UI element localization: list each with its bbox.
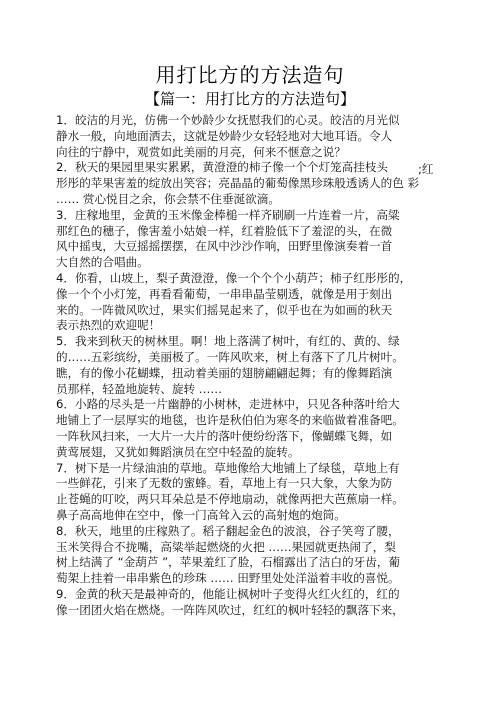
paragraph-line: 来的。一阵微风吹过，果实们摇晃起来了，似乎也在为如画的秋天 — [56, 302, 393, 317]
paragraph-line: 黄莺展翅，又犹如舞蹈演员在空中轻盈的旋转。 — [56, 444, 300, 459]
paragraph-line: 5．我来到秋天的树林里。啊！地上落满了树叶，有红的、黄的、绿 — [56, 334, 400, 349]
document-body — [56, 113, 444, 619]
document-subtitle: 【篇一：用打比方的方法造句】 — [144, 90, 355, 108]
paragraph — [56, 461, 444, 524]
paragraph — [56, 160, 444, 207]
paragraph-line: 7．树下是一片绿油油的草地。草地像给大地铺上了绿毯，草地上有 — [56, 460, 400, 475]
paragraph-line: 4．你看，山坡上，梨子黄澄澄，像一个个个小葫芦；柿子红彤彤的， — [56, 270, 412, 285]
paragraph — [56, 113, 444, 160]
paragraph-line: 1．皎洁的月光，仿佛一个妙龄少女抚慰我们的心灵。皎洁的月光似 — [56, 113, 400, 127]
paragraph-line: 风中摇曳，大豆摇摇摆摆，在风中沙沙作响，田野里像演奏着一首 — [56, 239, 393, 254]
paragraph-line: 一些鲜花，引来了无数的蜜蜂。看，草地上有一只大象，大象为防 — [56, 476, 393, 491]
paragraph-line: 树上结满了 “金葫芦 ”，苹果羞红了脸，石榴露出了洁白的牙齿，葡 — [56, 555, 401, 570]
paragraph — [56, 271, 444, 334]
paragraph-line: 8．秋天，地里的庄稼熟了。稻子翻起金色的波浪，谷子笑弯了腰， — [56, 523, 400, 538]
paragraph-line: 瞧，有的像小花蝴蝶，扭动着美丽的翅膀翩翩起舞；有的像舞蹈演 — [56, 365, 393, 380]
paragraph — [56, 334, 444, 397]
paragraph-line: 向往的宁静中，观赏如此美丽的月亮，何来不惬意之说？ — [56, 144, 346, 159]
paragraph-line: 9．金黄的秋天是最神奇的，他能让枫树叶子变得火红火红的，红的 — [56, 586, 400, 601]
paragraph-line: 的……五彩缤纷，美丽极了。一阵风吹来，树上有落下了几片树叶。 — [56, 349, 404, 364]
paragraph-line: 那红色的穗子，像害羞小姑娘一样，红着脸低下了羞涩的头，在微 — [56, 223, 393, 238]
paragraph-line: 2．秋天的果园里果实累累，黄澄澄的柿子像一个个灯笼高挂枝头 — [56, 160, 389, 175]
paragraph — [56, 587, 444, 619]
paragraph-line: 表示热烈的欢迎呢！ — [56, 318, 161, 333]
paragraph-line: 形彤的苹果害羞的绽放出笑容；亮晶晶的葡萄像黑珍珠般透诱人的色 彩 — [56, 176, 420, 191]
paragraph-line: 大自然的合唱曲。 — [56, 255, 149, 270]
paragraph-line: 鼻子高高地伸在空中，像一门高耸入云的高射炮的炮筒。 — [56, 507, 346, 522]
paragraph-line: 一阵秋风扫来，一大片一大片的落叶便纷纷落下，像蝴蝶飞舞，如 — [56, 428, 393, 443]
paragraph-line: 3．庄稼地里，金黄的玉米像金棒槌一样齐刷刷一片连着一片，高粱 — [56, 207, 400, 222]
side-mark: ;红 — [418, 162, 434, 176]
paragraph-line: 静水一般，向地面洒去，这就是妙龄少女轻轻地对大地耳语。令人 — [56, 128, 393, 143]
paragraph-line: 玉米笑得合不拢嘴，高粱举起燃烧的火把 ……果园就更热闹了，梨 — [56, 539, 396, 554]
paragraph — [56, 208, 444, 271]
paragraph-line: 像一个个小灯笼，再看看葡萄，一串串晶莹剔透，就像是用于刻出 — [56, 286, 393, 301]
paragraph — [56, 524, 444, 587]
paragraph-line: 像一团团火焰在燃烧。一阵阵风吹过，红红的枫叶轻轻的飘落下来， — [56, 602, 404, 617]
paragraph-line: 员那样，轻盈地旋转、旋转 …… — [56, 381, 222, 396]
paragraph-line: 6．小路的尽头是一片幽静的小树林，走进林中，只见各种落叶给大 — [56, 397, 400, 412]
paragraph-line: 止苍蝇的叮咬，两只耳朵总是不停地扇动，就像两把大芭蕉扇一样。 — [56, 492, 404, 507]
paragraph-line: 萄架上挂着一串串紫色的珍珠 …… 田野里处处洋溢着丰收的喜悦。 — [56, 571, 400, 586]
paragraph-line: 地铺上了一层厚实的地毯，也许是秋伯伯为寒冬的来临做着准备吧。 — [56, 413, 404, 428]
paragraph — [56, 397, 444, 460]
document-title: 用打比方的方法造句 — [155, 63, 345, 87]
paragraph-line: …… 赏心悦目之余，你会禁不住垂涎欲滴。 — [56, 191, 280, 206]
